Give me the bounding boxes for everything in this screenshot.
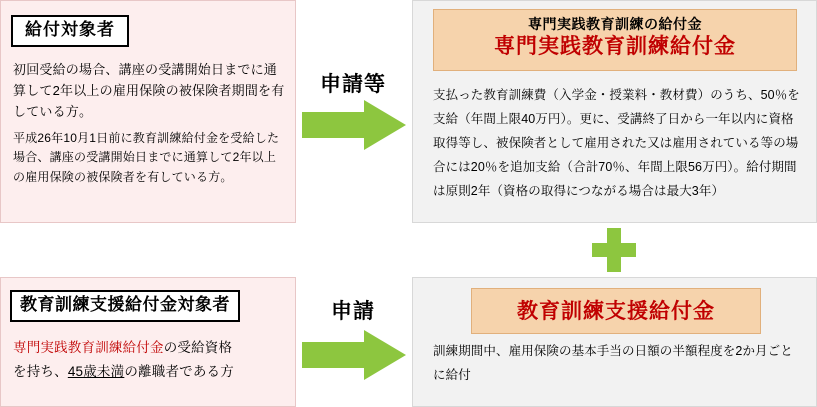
plus-icon: [592, 228, 636, 272]
eligibility-body-highlight: 専門実践教育訓練給付金: [13, 340, 164, 355]
benefit-header-top: [433, 9, 797, 71]
eligibility-paragraph-2: 平成26年10月1日前に教育訓練給付金を受給した場合、講座の受講開始日までに通算して2年以上の雇用保険の被保険者を有している方。: [13, 131, 280, 184]
eligibility-body-underline: 45歳未満: [67, 363, 125, 379]
eligibility-title-top: 給付対象者: [11, 15, 129, 47]
arrow-right-icon: [302, 330, 406, 380]
benefit-header-main: 専門実践教育訓練給付金: [494, 35, 736, 59]
eligibility-body-bottom: [13, 336, 289, 383]
eligibility-panel-bottom: [0, 277, 296, 407]
eligibility-title-bottom: 教育訓練支援給付金対象者: [10, 290, 240, 322]
arrow-label-top: 申請等: [320, 73, 386, 96]
eligibility-body-text-2: を持ち、: [13, 363, 68, 379]
eligibility-paragraph-1: 初回受給の場合、講座の受講開始日までに通算して2年以上の雇用保険の被保険者期間を有している方。: [13, 62, 285, 120]
benefit-body-bottom: 訓練期間中、雇用保険の基本手当の日額の半額程度を2か月ごとに給付: [433, 344, 793, 382]
arrow-right-icon: [302, 100, 406, 150]
benefit-header-bottom: 教育訓練支援給付金: [471, 288, 761, 334]
arrow-label-bottom: 申請: [331, 300, 375, 323]
benefit-panel-bottom: [412, 277, 817, 407]
benefit-header-sub: 専門実践教育訓練の給付金: [528, 16, 702, 32]
eligibility-body-text-1: の受給資格: [163, 340, 233, 355]
benefit-panel-top: [412, 0, 817, 223]
benefit-body-top: 支払った教育訓練費（入学金・授業料・教材費）のうち、50％を支給（年間上限40万円）。更に、受講終了日から一年以内に資格取得等し、被保険者として雇用された又は雇用されている等の場合には20％を追加支給（合計70％、年間上限56万円）。給付期間は原則2年（資格の取得につながる場合は最大3年）: [433, 88, 800, 198]
eligibility-body-text-3: の離職者である方: [124, 363, 234, 379]
eligibility-panel-top: [0, 0, 296, 223]
